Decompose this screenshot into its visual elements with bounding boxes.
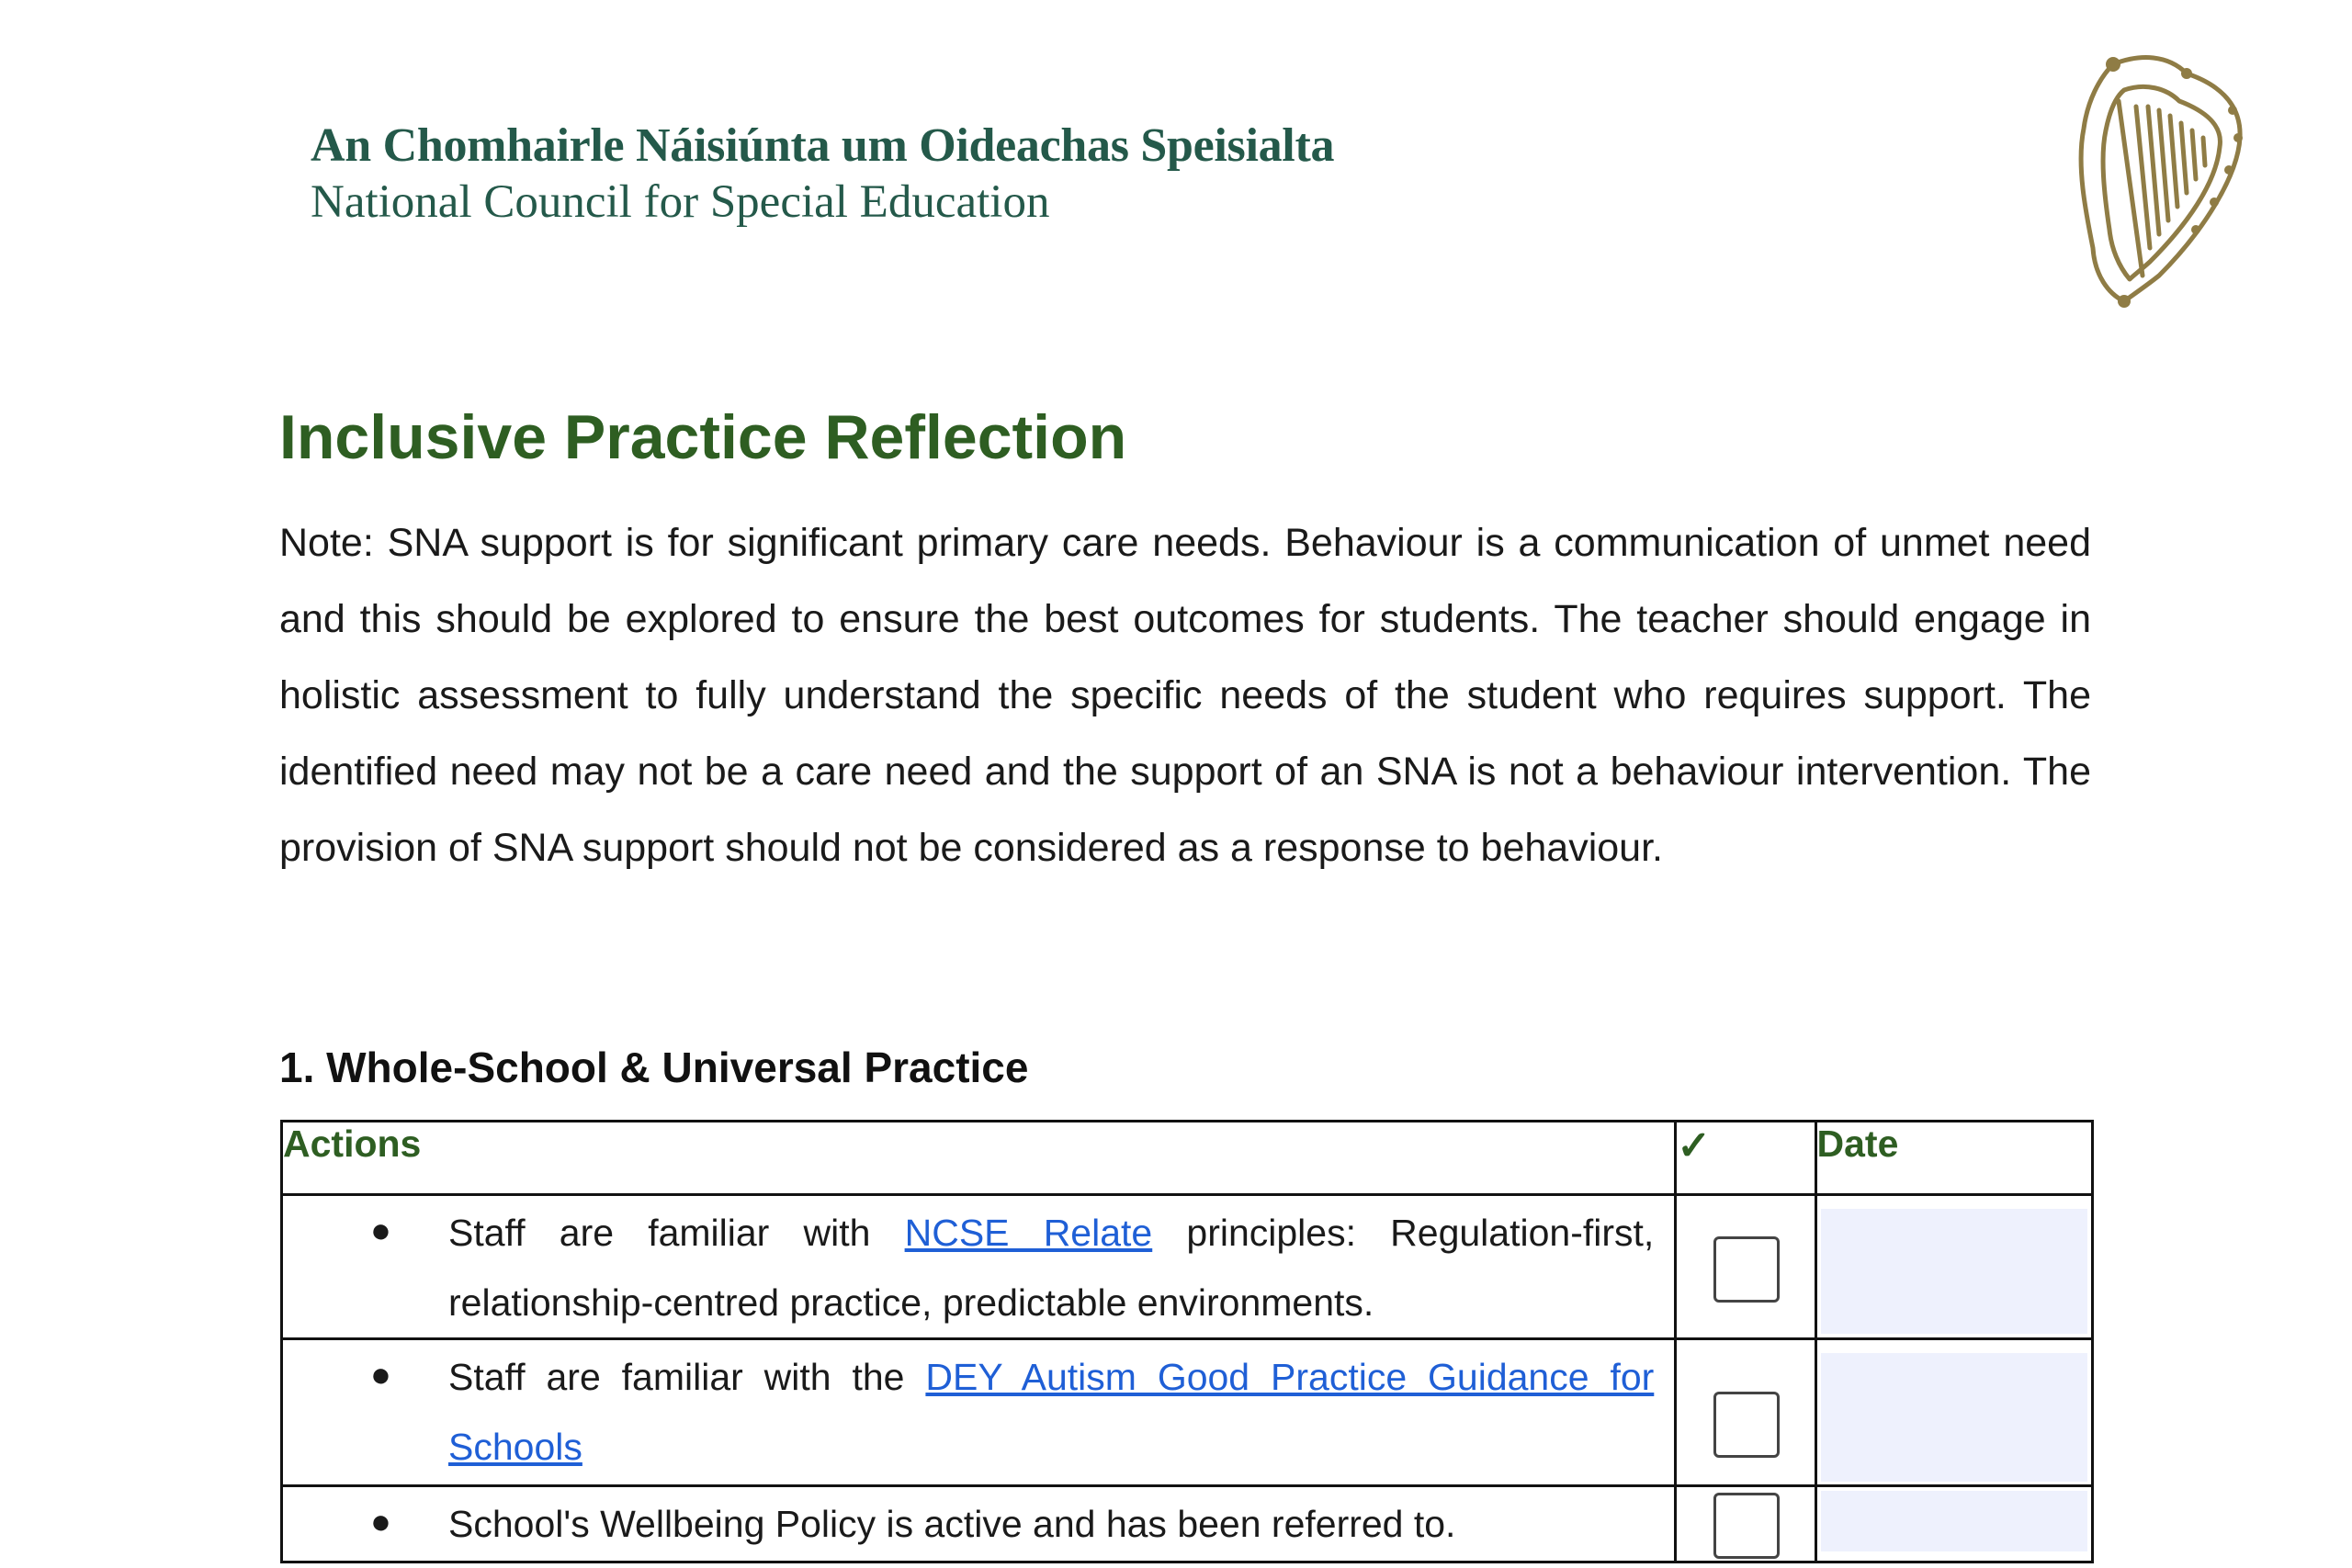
check-cell (1676, 1339, 1815, 1486)
row-checkbox[interactable] (1713, 1392, 1780, 1458)
ncse-relate-link[interactable]: NCSE Relate (904, 1212, 1153, 1254)
bullet-icon: ● (370, 1356, 391, 1394)
action-text (448, 1340, 1654, 1482)
date-field[interactable] (1821, 1491, 2087, 1551)
action-text-before: Staff are familiar with the (448, 1356, 926, 1398)
date-cell (1815, 1339, 2092, 1486)
actions-header: Actions (282, 1122, 1676, 1195)
bullet-icon: ● (370, 1503, 391, 1541)
date-field[interactable] (1821, 1353, 2087, 1482)
action-text-before: Staff are familiar with (448, 1212, 905, 1254)
date-cell (1815, 1486, 2092, 1562)
action-text (448, 1196, 1654, 1337)
row-checkbox[interactable] (1713, 1493, 1780, 1559)
action-cell (282, 1486, 1676, 1562)
note-paragraph: Note: SNA support is for significant primary care needs. Behaviour is a communication of unmet need and this should be explored to ensure the best outcomes for students. The teacher should engage in holistic assessment to fully understand the specific needs of the student who requires support. The identified need may not be a care need and the support of an SNA is not a behaviour intervention. The provision of SNA support should not be considered as a response to behaviour. (279, 521, 2091, 870)
harp-icon (2058, 46, 2251, 312)
section-heading: 1. Whole-School & Universal Practice (279, 1043, 1029, 1091)
dey-autism-guidance-link[interactable]: DEY Autism Good Practice Guidance for Schools (448, 1356, 1655, 1468)
action-cell (282, 1195, 1676, 1339)
org-name-english: National Council for Special Education (311, 176, 1050, 228)
actions-table (280, 1120, 2094, 1563)
check-header: ✓ (1676, 1122, 1815, 1195)
org-name-irish: An Chomhairle Náisiúnta um Oideachas Speisialta (311, 119, 1335, 172)
action-text-after: principles: Regulation-first, relationship-centred practice, predictable environments. (448, 1212, 1655, 1324)
action-text (448, 1487, 1654, 1559)
row-checkbox[interactable] (1713, 1236, 1780, 1303)
date-cell (1815, 1195, 2092, 1339)
action-text-before: School's Wellbeing Policy is active and has been referred to. (448, 1503, 1456, 1545)
check-cell (1676, 1195, 1815, 1339)
action-cell (282, 1339, 1676, 1486)
table-header-row (282, 1122, 2093, 1195)
check-cell (1676, 1486, 1815, 1562)
table-row (282, 1195, 2093, 1339)
table-row (282, 1486, 2093, 1562)
date-header: Date (1815, 1122, 2092, 1195)
table-row (282, 1339, 2093, 1486)
bullet-icon: ● (370, 1212, 391, 1250)
date-field[interactable] (1821, 1209, 2087, 1334)
page-title: Inclusive Practice Reflection (279, 402, 1127, 472)
org-header (311, 118, 1334, 230)
